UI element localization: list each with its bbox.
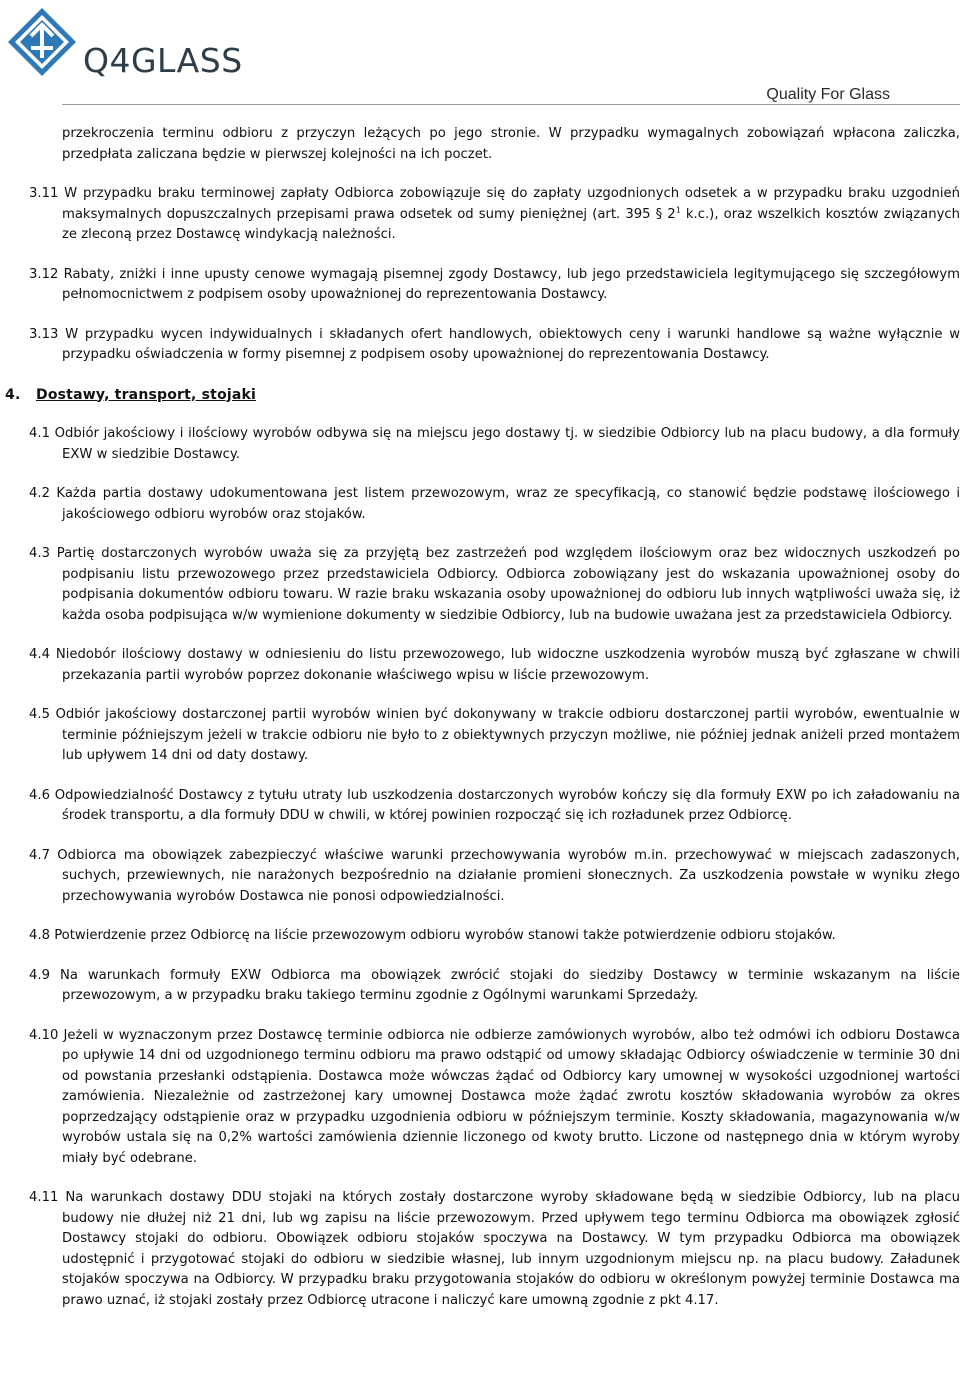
clause-4-4 — [29, 645, 960, 686]
clause-text: Każda partia dostawy udokumentowana jest listem przewozowym, wraz ze specyfikacją, co stanowić będzie podstawę ilościowego i jakościowego odbioru wyrobów oraz stojaków. — [56, 486, 960, 522]
clause-text: W przypadku wycen indywidualnych i składanych ofert handlowych, obiektowych ceny i warunki handlowe są ważne wyłącznie w przypadku oświadczenia w formy pisemnej z podpisem osoby upoważnionej do reprezentowania Dostawcy. — [62, 326, 960, 362]
clause-text: Partię dostarczonych wyrobów uważa się za przyjętą bez zastrzeżeń pod względem ilościowym oraz bez widocznych uszkodzeń po podpisaniu listu przewozowego przez przedstawiciela Odbiorcy. Odbiorca zobowiązany jest do wskazania upoważnionej osoby do podpisania dokumentów odbioru towaru. W razie braku wskazania osoby upoważnionej do odbioru lub innych wątpliwości uważa się, iż każda osoba podpisująca w/w wymienione dokumenty w siedzibie Odbiorcy, lub na budowie uważana jest za przedstawiciela Odbiorcy. — [56, 546, 960, 623]
header-divider — [62, 104, 960, 105]
section-number: 4. — [5, 386, 21, 403]
clause-number: 4.3 — [29, 546, 50, 561]
document-header — [0, 0, 960, 110]
clause-text: Potwierdzenie przez Odbiorcę na liście przewozowym odbioru wyrobów stanowi także potwierdzenie odbioru stojaków. — [54, 928, 836, 943]
clause-number: 4.9 — [29, 967, 50, 983]
clause-number: 4.10 — [29, 1027, 59, 1043]
clause-number: 4.2 — [29, 486, 50, 501]
clause-text: Niedobór ilościowy dostawy w odniesieniu do listu przewozowego, lub widoczne uszkodzenia wyrobów muszą być zgłaszane w chwili przekazania partii wyrobów poprzez dokonanie właściwego wpisu w liście przewozowym. — [55, 647, 960, 683]
clause-3-13 — [29, 325, 960, 366]
clause-number: 3.13 — [29, 326, 59, 342]
clause-number: 3.12 — [29, 266, 59, 282]
clause-text: Odbiorca ma obowiązek zabezpieczyć właściwe warunki przechowywania wyrobów m.in. przechowywać w miejscach zadaszonych, suchych, przewiewnych, nie narażonych bezpośrednio na działanie promieni słonecznych. Za uszkodzenia powstałe w wyniku złego przechowywania wyrobów Dostawca nie ponosi odpowiedzialności. — [57, 847, 960, 904]
clause-4-1 — [29, 424, 960, 465]
q4glass-logo-icon — [6, 6, 78, 78]
clause-4-3 — [29, 544, 960, 626]
clause-number: 4.1 — [29, 426, 50, 441]
document-body — [5, 124, 960, 1330]
clause-4-11 — [29, 1188, 960, 1311]
clause-3-12 — [29, 265, 960, 306]
section-title: Dostawy, transport, stojaki — [36, 386, 257, 403]
clause-4-2 — [29, 484, 960, 525]
clause-number: 4.6 — [29, 787, 50, 803]
clause-number: 4.4 — [29, 647, 50, 662]
clause-4-5 — [29, 705, 960, 767]
section-4-heading — [5, 385, 960, 406]
clause-text: Odbiór jakościowy dostarczonej partii wyrobów winien być dokonywany w trakcie odbioru dostarczonej partii wyrobów, ewentualnie w terminie późniejszym jeżeli w trakcie odbioru nie było to z obiektywnych przyczyn możliwe, nie później jednak aniżeli przed montażem lub upływem 14 dni od daty dostawy. — [55, 707, 960, 763]
clause-4-9 — [29, 966, 960, 1007]
clause-text: Na warunkach dostawy DDU stojaki na których zostały dostarczone wyroby składowane będą w siedzibie Odbiorcy, lub na placu budowy nie dłużej niż 21 dni, lub wg zapisu na liście przewozowym. Przed upływem tego terminu Odbiorca ma obowiązek zgłosić Dostawcy stojaki do odbioru. Obowiązek odbioru stojaków spoczywa na Dostawcy. W tym przypadku Odbiorca ma obowiązek udostępnić i przygotować stojaki do odbioru w siedzibie własnej, lub innym uzgodnionym miejscu np. na placu budowy. Załadunek stojaków spoczywa na Odbiorcy. W przypadku braku przygotowania stojaków do odbioru w określonym powyżej terminie Dostawca ma prawo uznać, iż stojaki zostały przez Odbiorcę utracone i naliczyć kare umowną zgodnie z pkt 4.17. — [62, 1190, 960, 1308]
clause-text: Rabaty, zniżki i inne upusty cenowe wymagają pisemnej zgody Dostawcy, lub jego przedstawiciela legitymującego się szczegółowym pełnomocnictwem z podpisem osoby upoważnionej do reprezentowania Dostawcy. — [62, 266, 960, 302]
clause-4-7 — [29, 846, 960, 908]
clause-3-11 — [29, 184, 960, 246]
company-tagline: Quality For Glass — [766, 86, 890, 103]
clause-number: 4.7 — [29, 847, 50, 863]
company-wordmark: Q4GLASS — [83, 41, 243, 80]
intro-paragraph: przekroczenia terminu odbioru z przyczyn leżących po jego stronie. W przypadku wymagalnych zobowiązań wpłacona zaliczka, przedpłata zaliczana będzie w pierwszej kolejności na ich poczet. — [62, 126, 960, 162]
clause-text: Odpowiedzialność Dostawcy z tytułu utraty lub uszkodzenia dostarczonych wyrobów kończy się dla formuły EXW po ich załadowaniu na środek transportu, a dla formuły DDU w chwili, w której powinien rozpocząć się ich rozładunek przez Odbiorcę. — [54, 787, 960, 823]
clause-text-continued: k.c.), oraz wszelkich kosztów związanych ze zleconą przez Dostawcę windykacją należności. — [62, 206, 960, 242]
superscript: 1 — [675, 205, 681, 215]
clause-number: 3.11 — [29, 186, 59, 201]
clause-4-6 — [29, 786, 960, 827]
clause-text: Jeżeli w wyznaczonym przez Dostawcę terminie odbiorca nie odbierze zamówionych wyrobów, albo też odmówi ich odbioru Dostawca po upływie 14 dni od uzgodnionego terminu odbioru ma prawo odstąpić od umowy składając Odbiorcy oświadczenie w terminie 30 dni od powstania przesłanki odstąpienia. Dostawca może wówczas żądać od Odbiorcy kary umownej w wysokości uzgodnionej wartości zamówienia. Niezależnie od zastrzeżonej kary umownej Dostawca może żądać zwrotu kosztów składowania wyrobów za okres poprzedzający odstąpienie oraz w przypadku uzgodnienia odbioru w późniejszym terminie. Koszty składowania, magazynowania w/w wyrobów ustala się na 0,2% wartości zamówienia dziennie liczonego od kwoty brutto. Liczone od następnego dnia w którym wyroby miały być odebrane. — [62, 1027, 960, 1166]
clause-number: 4.11 — [29, 1190, 59, 1205]
clause-number: 4.8 — [29, 928, 50, 943]
clause-number: 4.5 — [29, 707, 50, 722]
clause-4-10 — [29, 1026, 960, 1170]
clause-4-8 — [29, 926, 960, 947]
clause-text: W przypadku braku terminowej zapłaty Odbiorca zobowiązuje się do zapłaty uzgodnionych odsetek a w przypadku braku uzgodnień maksymalnych dopuszczalnych przepisami prawa odsetek od sumy pieniężnej (art. 395 § 2 — [62, 186, 960, 222]
clause-text: Na warunkach formuły EXW Odbiorca ma obowiązek zwrócić stojaki do siedziby Dostawcy w terminie wskazanym na liście przewozowym, a w przypadku braku takiego terminu zgodnie z Ogólnymi warunkami Sprzedaży. — [59, 967, 960, 1003]
clause-text: Odbiór jakościowy i ilościowy wyrobów odbywa się na miejscu jego dostawy tj. w siedzibie Odbiorcy lub na placu budowy, a dla formuły EXW w siedzibie Dostawcy. — [54, 426, 960, 462]
